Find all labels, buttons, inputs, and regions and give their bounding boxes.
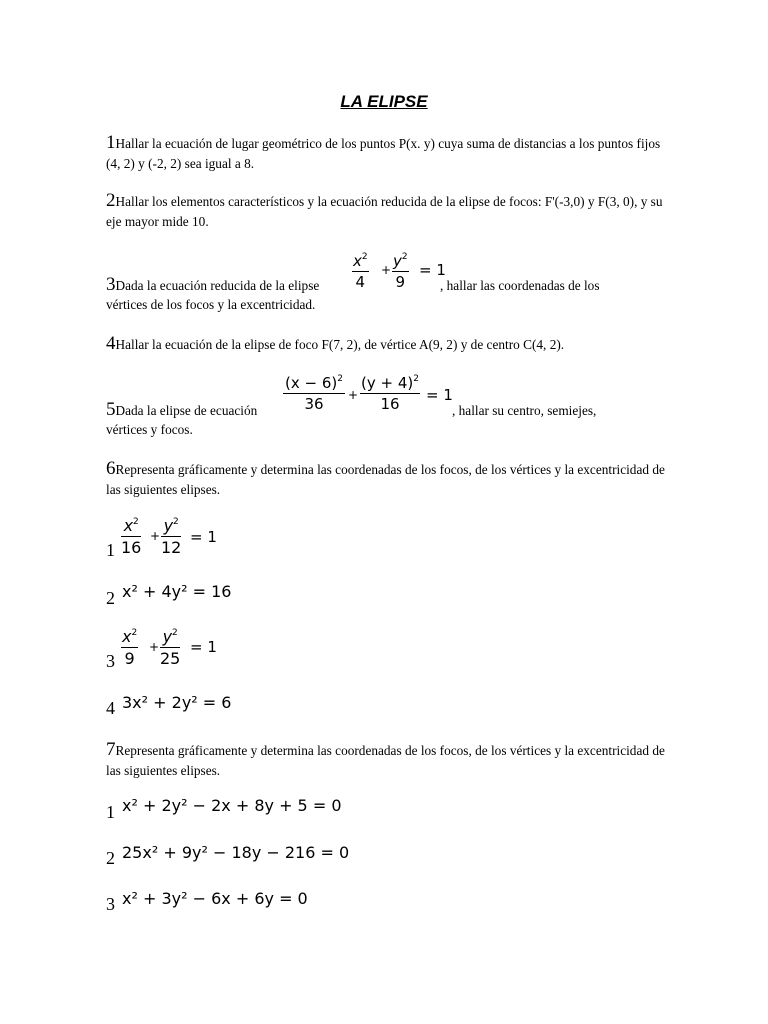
fraction: $x^2$ 9 bbox=[122, 627, 138, 668]
problem-6 bbox=[106, 459, 666, 500]
problem-text: Hallar los elementos característicos y la ecuación reducida de la elipse de focos: F'(-3,0) y F(3, 0), y su eje mayor mide 10. bbox=[106, 194, 663, 229]
problem-text: Dada la elipse de ecuación bbox=[115, 403, 258, 418]
problem-text: Representa gráficamente y determina las coordenadas de los focos, de los vértices y la excentricidad de las siguientes elipses. bbox=[106, 462, 665, 497]
problem-text: Dada la ecuación reducida de la elipse bbox=[115, 278, 320, 293]
page-title: LA ELIPSE bbox=[340, 92, 428, 111]
equation-rhs: = 1 bbox=[426, 386, 453, 404]
fraction: $y^2$ 12 bbox=[161, 516, 182, 557]
problem-number: 1 bbox=[106, 132, 116, 153]
item-number: 4 bbox=[106, 698, 115, 718]
fraction: $x^2$ 4 bbox=[353, 252, 368, 291]
equation: x² + 3y² − 6x + 6y = 0 bbox=[122, 889, 308, 908]
equation-rhs: = 1 bbox=[419, 261, 446, 279]
equation: 25x² + 9y² − 18y − 216 = 0 bbox=[122, 843, 350, 862]
problem-number: 6 bbox=[106, 458, 116, 479]
item-number: 2 bbox=[106, 588, 115, 608]
item-number: 2 bbox=[106, 848, 115, 868]
fraction: $y^2$ 25 bbox=[160, 627, 181, 668]
item-number: 1 bbox=[106, 802, 115, 822]
fraction: $x^2$ 16 bbox=[121, 516, 142, 557]
problem-7 bbox=[106, 740, 666, 781]
equation-rhs: = 1 bbox=[190, 638, 217, 656]
problem-number: 7 bbox=[106, 739, 116, 760]
problem-text: , hallar su centro, semiejes, bbox=[452, 403, 597, 418]
problem-2 bbox=[106, 191, 666, 232]
problem-text-line: vértices y focos. bbox=[106, 422, 193, 437]
problem-text: Hallar la ecuación de lugar geométrico de los puntos P(x. y) cuya suma de distancias a los puntos fijos (4, 2) y (-2, 2) sea igual a 8. bbox=[106, 136, 661, 171]
fraction: $(y + 4)^2$ 16 bbox=[361, 374, 419, 413]
plus-sign: + bbox=[149, 640, 160, 654]
problem-number: 5 bbox=[106, 399, 116, 420]
item-number: 3 bbox=[106, 651, 115, 671]
problem-text: , hallar las coordenadas de los bbox=[440, 278, 600, 293]
plus-sign: + bbox=[150, 529, 161, 543]
problem-text: Representa gráficamente y determina las coordenadas de los focos, de los vértices y la excentricidad de las siguientes elipses. bbox=[106, 743, 665, 778]
problem-1 bbox=[106, 133, 666, 174]
item-number: 3 bbox=[106, 894, 115, 914]
equation-rhs: = 1 bbox=[190, 528, 217, 546]
equation: x² + 4y² = 16 bbox=[122, 582, 232, 601]
problem-number: 4 bbox=[106, 333, 116, 354]
plus-sign: + bbox=[348, 388, 359, 402]
fraction: $y^2$ 9 bbox=[393, 252, 408, 291]
equation: 3x² + 2y² = 6 bbox=[122, 693, 232, 712]
problem-4 bbox=[106, 334, 666, 355]
problem-number: 2 bbox=[106, 190, 116, 211]
plus-sign: + bbox=[381, 263, 392, 277]
equation: x² + 2y² − 2x + 8y + 5 = 0 bbox=[122, 796, 342, 815]
fraction: $(x - 6)^2$ 36 bbox=[283, 374, 345, 413]
problem-text-line: vértices de los focos y la excentricidad. bbox=[106, 297, 316, 312]
item-number: 1 bbox=[106, 540, 115, 560]
problem-text: Hallar la ecuación de la elipse de foco F(7, 2), de vértice A(9, 2) y de centro C(4, 2). bbox=[115, 337, 565, 352]
problem-number: 3 bbox=[106, 274, 116, 295]
